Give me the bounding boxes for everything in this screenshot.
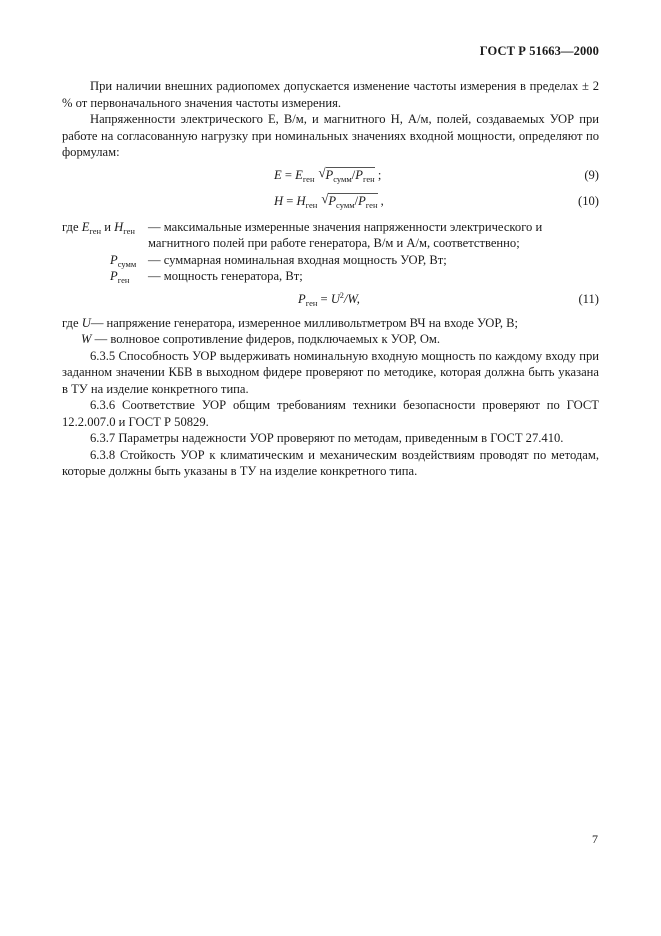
formula-10-sqrt: √ $P_{сумм}/P_{ген}$ bbox=[321, 190, 378, 210]
definition-psum-symbol bbox=[110, 252, 136, 269]
formula-9-den-sub: ген bbox=[362, 173, 375, 184]
formula-11-lhs: P bbox=[298, 291, 306, 306]
formula-10-den: P bbox=[358, 193, 366, 208]
formula-9 bbox=[274, 164, 382, 184]
clause-6-3-6: 6.3.6 Соответствие УОР общим требованиям техники безопасности проверяют по ГОСТ 12.2.007.0 и ГОСТ Р 50829. bbox=[62, 398, 599, 429]
formula-10-number: (10) bbox=[578, 193, 599, 208]
formula-10-row bbox=[62, 191, 599, 219]
formula-10-base-sub: ген bbox=[305, 199, 318, 210]
definition-e-h-symbols bbox=[62, 219, 135, 236]
definitions-block-2 bbox=[62, 315, 599, 348]
e-symbol-sub: ген bbox=[89, 225, 102, 236]
and-label: и bbox=[101, 219, 115, 234]
formula-11-sup: 2 bbox=[339, 290, 344, 300]
formula-9-eq: = bbox=[281, 167, 296, 182]
formula-11-number: (11) bbox=[578, 291, 599, 306]
definition-pgen bbox=[62, 268, 599, 285]
formula-10-base: H bbox=[296, 193, 306, 208]
psum-symbol: P bbox=[110, 252, 118, 267]
u-symbol: U bbox=[81, 315, 91, 330]
formula-11-eq: = bbox=[317, 291, 331, 306]
h-symbol-sub: ген bbox=[123, 225, 135, 236]
clause-6-3-7: 6.3.7 Параметры надежности УОР проверяют по методам, приведенным в ГОСТ 27.410. bbox=[90, 431, 564, 445]
definition-u bbox=[62, 315, 599, 332]
definition-psum bbox=[62, 252, 599, 269]
formula-10 bbox=[274, 190, 384, 210]
definition-e-h-text: — максимальные измеренные значения напряженности электрического и магнитного полей при работе генератора, В/м и А/м, соответственно; bbox=[148, 219, 543, 250]
formula-10-eq: = bbox=[283, 193, 297, 208]
definition-u-text: — напряжение генератора, измеренное милливольтметром ВЧ на входе УОР, В; bbox=[90, 315, 519, 330]
formula-10-den-sub: ген bbox=[365, 199, 378, 210]
paragraph-field-strength: Напряженности электрического E, В/м, и магнитного H, А/м, полей, создаваемых УОР при работе на согласованную нагрузку при номинальных значениях входной мощности, определяют по формулам: bbox=[62, 112, 599, 159]
page-number: 7 bbox=[592, 832, 598, 846]
formula-9-lhs: E bbox=[274, 167, 282, 182]
document-code-header: ГОСТ Р 51663—2000 bbox=[479, 44, 599, 58]
formula-11 bbox=[298, 291, 360, 308]
formula-9-base: E bbox=[295, 167, 303, 182]
formula-10-num: P bbox=[328, 193, 337, 208]
formula-9-sqrt: √ $P_{сумм}/P_{ген}$ bbox=[318, 164, 375, 184]
pgen-symbol-sub: ген bbox=[117, 275, 130, 285]
definitions-block-1 bbox=[62, 219, 599, 285]
definition-w bbox=[62, 331, 599, 348]
formula-9-num-sub: сумм bbox=[333, 173, 352, 184]
psum-symbol-sub: сумм bbox=[117, 258, 137, 269]
definition-e-h bbox=[62, 219, 599, 252]
h-symbol: H bbox=[114, 219, 124, 234]
formula-11-lhs-sub: ген bbox=[305, 297, 318, 308]
formula-9-base-sub: ген bbox=[302, 173, 315, 184]
where-label-2: где bbox=[62, 315, 79, 330]
formula-10-tail: , bbox=[377, 193, 384, 208]
formula-9-num: P bbox=[325, 167, 334, 182]
paragraph-radio-interference: При наличии внешних радиопомех допускается изменение частоты измерения в пределах ± 2 % от первоначального значения частоты измерения. bbox=[62, 79, 599, 110]
formula-10-slash: / bbox=[354, 193, 359, 208]
clause-6-3-8: 6.3.8 Стойкость УОР к климатическим и механическим воздействиям проводят по методам, которые должны быть указаны в ТУ на изделие конкретного типа. bbox=[62, 447, 599, 478]
formula-9-tail: ; bbox=[374, 167, 382, 182]
where-label: где bbox=[62, 219, 79, 234]
formula-10-lhs: H bbox=[274, 193, 284, 208]
definition-pgen-symbol bbox=[110, 268, 129, 285]
formula-10-num-sub: сумм bbox=[336, 199, 355, 210]
clause-6-3-5: 6.3.5 Способность УОР выдерживать номинальную входную мощность по каждому входу при заданном значении КБВ в выходном фидере проверяют по методике, которая должна быть указана в ТУ на изделие конкретного типа. bbox=[62, 348, 599, 396]
formula-11-u: U bbox=[330, 291, 340, 306]
definition-pgen-text: — мощность генератора, Вт; bbox=[148, 269, 303, 283]
w-symbol: W bbox=[81, 332, 92, 346]
definition-psum-text: — суммарная номинальная входная мощность УОР, Вт; bbox=[148, 252, 447, 267]
formula-11-rest: /W, bbox=[343, 291, 360, 306]
definition-w-text: — волновое сопротивление фидеров, подключаемых к УОР, Ом. bbox=[94, 332, 441, 346]
pgen-symbol: P bbox=[110, 269, 118, 283]
formula-9-slash: / bbox=[351, 167, 356, 182]
e-symbol: E bbox=[81, 219, 90, 234]
formula-9-row bbox=[62, 165, 599, 191]
formula-11-row bbox=[62, 289, 599, 315]
formula-9-den: P bbox=[355, 167, 363, 182]
document-body bbox=[62, 78, 599, 480]
formula-9-number: (9) bbox=[584, 167, 599, 182]
